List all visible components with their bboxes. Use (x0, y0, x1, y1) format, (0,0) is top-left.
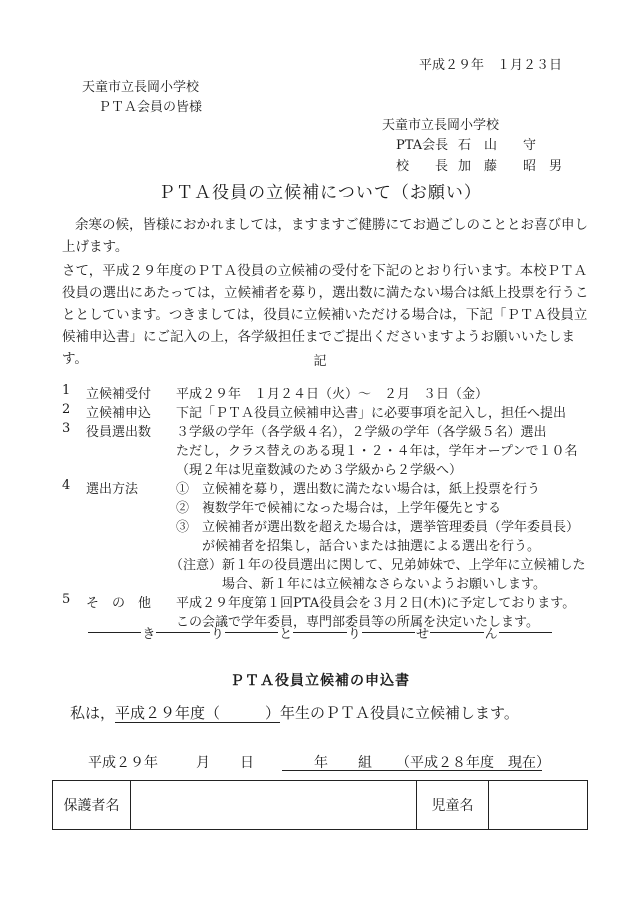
item-number: 1 (62, 383, 71, 398)
cut-dash (225, 632, 278, 633)
item-label: 立候補申込 (86, 406, 152, 421)
recipient-school: 天童市立長岡小学校 (82, 80, 200, 95)
form-title: ＰＴＡ役員立候補の申込書 (230, 673, 410, 689)
form-grade: 年 (314, 755, 328, 771)
guardian-label-cell (53, 781, 131, 829)
item-3-line-3: （現２年は児童数減のため３学級から２学級へ） (176, 463, 463, 478)
sender-pta-role: PTA会長 (396, 138, 449, 153)
cut-dash (156, 632, 209, 633)
cut-line (88, 622, 552, 642)
intro-paragraph-1: 余寒の候，皆様におかれましては，ますますご健勝にてお過ごしのこととお喜び申し上げます。 (62, 217, 588, 255)
item-5-line-2: この会議で学年委員，専門部委員等の所属を決定いたします。 (176, 615, 539, 630)
form-statement (70, 702, 519, 723)
item-line: ① 立候補を募り，選出数に満たない場合は，紙上投票を行う (176, 482, 541, 497)
item-line: ３学級の学年（各学級４名），２学級の学年（各学級５名）選出 (176, 425, 547, 440)
item-label: 役員選出数 (86, 425, 152, 440)
item-number: 5 (62, 592, 71, 607)
statement-suffix: 年生のＰＴＡ役員に立候補します。 (280, 704, 519, 722)
item-note-line-1: （注意）新１年の役員選出に関して、兄弟姉妹で、上学年に立候補した (170, 558, 586, 573)
cut-dash (430, 632, 483, 633)
applicant-table (52, 780, 588, 830)
child-label-cell (417, 781, 489, 829)
item-5 (62, 592, 602, 612)
form-class: 組 (358, 755, 372, 771)
statement-year: 平成２９年度（ ） (115, 704, 281, 722)
child-name-field[interactable] (489, 781, 589, 829)
cut-char: せ (416, 626, 430, 642)
item-4-line-3: ③ 立候補者が選出数を超えた場合は，選挙管理委員（学年委員長） (176, 520, 580, 535)
item-line: 平成２９年 １月２４日（火）～ ２月 ３日（金） (176, 387, 489, 402)
item-1 (62, 383, 602, 403)
cut-char: と (279, 626, 293, 642)
form-date-month: 月 (196, 755, 210, 771)
cut-char: り (347, 626, 361, 642)
cut-char: ん (484, 626, 498, 642)
item-3 (62, 421, 602, 441)
form-date-day: 日 (240, 755, 254, 771)
form-as-of: （平成２８年度 現在） (396, 755, 550, 771)
ki-heading: 記 (313, 354, 327, 369)
guardian-name-field[interactable] (131, 781, 417, 829)
document-date: 平成２９年 １月２３日 (419, 58, 563, 73)
cut-char: り (210, 626, 224, 642)
intro-paragraph-2: さて，平成２９年度のＰＴＡ役員の立候補の受付を下記のとおり行います。本校ＰＴＡ役員の選出にあたっては，立候補者を募り，選出数に満たない場合は紙上投票を行うこととしています。つきましては，役員に立候補いただける場合は，下記「ＰＴＡ役員立候補申込書」にご記入の上，各学級担任までご提出くださいますようお願いいたします。 (62, 263, 589, 367)
item-note-line-2: 場合、新１年には立候補なさらないようお願いします。 (170, 577, 546, 592)
child-label: 児童名 (431, 798, 474, 814)
recipient: ＰＴＡ会員の皆様 (98, 100, 203, 115)
item-line: 平成２９年度第１回PTA役員会を３月２日(木)に予定しております。 (176, 596, 576, 611)
form-date-year: 平成２９年 (88, 755, 158, 771)
sender-principal-role: 校 長 (396, 159, 449, 174)
item-4-line-2: ② 複数学年で候補になった場合は，上学年優先とする (176, 501, 502, 516)
item-3-line-2: ただし，クラス替えのある現１・２・４年は，学年オープンで１０名 (176, 444, 578, 459)
item-label: 立候補受付 (86, 387, 152, 402)
item-line: 下記「ＰＴＡ役員立候補申込書」に必要事項を記入し，担任へ提出 (176, 406, 567, 421)
page-title: ＰＴＡ役員の立候補について（お願い） (158, 183, 482, 203)
item-2 (62, 402, 602, 422)
cut-char: き (142, 626, 156, 642)
item-label: 選出方法 (86, 482, 139, 497)
statement-prefix: 私は， (70, 704, 116, 722)
cut-dash (88, 632, 141, 633)
guardian-label: 保護者名 (63, 798, 120, 814)
cut-dash (499, 632, 552, 633)
sender-principal-name: 加 藤 昭 男 (458, 159, 563, 174)
sender-school: 天童市立長岡小学校 (382, 118, 500, 133)
cut-dash (362, 632, 415, 633)
item-number: 2 (62, 402, 71, 417)
item-number: 3 (62, 421, 71, 436)
item-4-line-4: が候補者を招集し，話合いまたは抽選による選出を行う。 (176, 539, 541, 554)
cut-dash (293, 632, 346, 633)
item-label: そ の 他 (86, 596, 152, 611)
item-4 (62, 478, 602, 498)
item-number: 4 (62, 478, 71, 493)
sender-pta-name: 石 山 守 (458, 138, 537, 153)
